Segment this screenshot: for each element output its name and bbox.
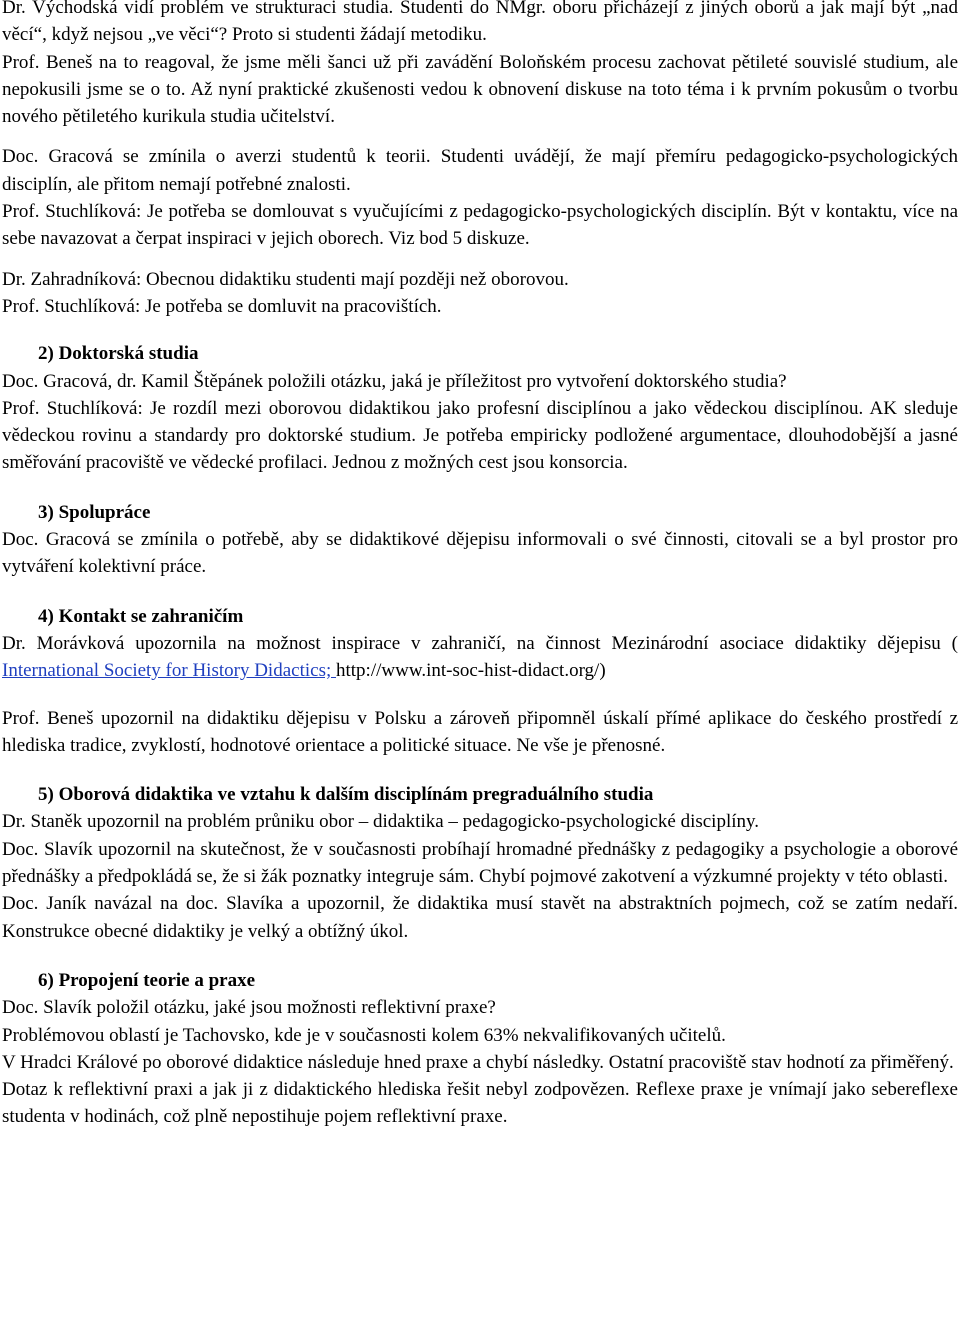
paragraph-vychodska: Dr. Východská vidí problém ve strukturaci studia. Studenti do NMgr. oboru přicházejí z jiných oborů a jak mají být „nad věcí“, když nejsou „ve věci“? Proto si studenti žádají metodiku. <box>2 0 958 46</box>
spacer <box>2 320 958 340</box>
paragraph-tachovsko: Problémovou oblastí je Tachovsko, kde je v současnosti kolem 63% nekvalifikovaných učitelů. <box>2 1024 726 1046</box>
paragraph-zahradnikova: Dr. Zahradníková: Obecnou didaktiku studenti mají později než oborovou. <box>2 268 569 290</box>
section-heading-kontakt-zahranici: 4) Kontakt se zahraničím <box>38 605 244 627</box>
section-heading-propojeni-teorie-praxe: 6) Propojení teorie a praxe <box>38 969 256 991</box>
paragraph-janik: Doc. Janík navázal na doc. Slavíka a upozornil, že didaktika musí stavět na abstraktních pojmech, což se zatím nedaří. Konstrukce obecné didaktiky je velký a obtížný úkol. <box>2 893 958 942</box>
paragraph-benes-polsko: Prof. Beneš upozornil na didaktiku dějepisu v Polsku a zároveň připomněl úskalí přímé aplikace do českého prostředí z hlediska tradice, zvyklostí, hodnotové orientace a politické situace. Ne vše je přenosné. <box>2 707 958 756</box>
paragraph-hradec-kralove: V Hradci Králové po oborové didaktice následuje hned praxe a chybí následky. Ostatní pracoviště stav hodnotí za přiměřený. <box>2 1051 954 1073</box>
spacer <box>2 130 958 143</box>
paragraph-gracova-teorie: Doc. Gracová se zmínila o averzi studentů k teorii. Studenti uvádějí, že mají přemíru pedagogicko-psychologických disciplín, ale přitom nemají potřebné znalosti. <box>2 146 958 195</box>
spacer <box>2 685 958 705</box>
section-heading-oborova-didaktika: 5) Oborová didaktika ve vztahu k dalším disciplínám pregraduálního studia <box>38 784 654 806</box>
section-heading-doktorska-studia: 2) Doktorská studia <box>38 343 199 365</box>
spacer <box>2 477 958 499</box>
spacer <box>2 253 958 266</box>
paragraph-slavik-prednasky: Doc. Slavík upozornil na skutečnost, že v současnosti probíhají hromadné přednášky z pedagogiky a psychologie a oborové přednášky a předpokládá se, že si žák poznatky integruje sám. Chybí pojmové zakotvení a výzkumné projekty v této oblasti. <box>2 838 958 888</box>
paragraph-stuchlikova-domlouvat: Prof. Stuchlíková: Je potřeba se domlouvat s vyučujícími z pedagogicko-psychologických disciplín. Být v kontaktu, více na sebe navazovat a čerpat inspiraci v jejich oborech. Viz bod 5 diskuze. <box>2 201 958 250</box>
moravkova-text: Dr. Morávková upozornila na možnost inspirace v zahraničí, na činnost Mezinárodní asociace didaktiky dějepisu ( <box>2 632 958 654</box>
spacer <box>2 581 958 603</box>
paragraph-reflektivni-praxe: Dotaz k reflektivní praxi a jak ji z didaktického hlediska řešit nebyl zodpovězen. Reflexe praxe je vnímají jako sebereflexe studenta v hodinách, což plně nepostihuje pojem reflektivní praxe. <box>2 1079 958 1128</box>
paragraph-stanek: Dr. Staněk upozornil na problém průniku obor – didaktika – pedagogicko-psychologické disciplíny. <box>2 811 760 833</box>
document-page <box>2 0 958 1131</box>
spacer <box>2 759 958 781</box>
paragraph-gracova-stepanek: Doc. Gracová, dr. Kamil Štěpánek položili otázku, jaká je příležitost pro vytvoření doktorského studia? <box>2 370 787 392</box>
isdh-url-text: http://www.int-soc-hist-didact.org/) <box>336 660 606 682</box>
paragraph-stuchlikova-pracoviste: Prof. Stuchlíková: Je potřeba se domluvit na pracovištích. <box>2 295 442 317</box>
paragraph-gracova-spoluprace: Doc. Gracová se zmínila o potřebě, aby se didaktikové dějepisu informovali o své činnosti, citovali se a byl prostor pro vytváření kolektivní práce. <box>2 529 958 578</box>
spacer <box>2 945 958 967</box>
paragraph-benes-bologna: Prof. Beneš na to reagoval, že jsme měli šanci už při zavádění Boloňském procesu zachovat pětileté souvislé studium, ale nepokusili jsme se o to. Až nyní praktické zkušenosti vedou k obnovení diskuse na toto téma i k prvním pokusům o tvorbu nového pětiletého kurikula studia učitelství. <box>2 51 958 128</box>
paragraph-stuchlikova-doktorske: Prof. Stuchlíková: Je rozdíl mezi oborovou didaktikou jako profesní disciplínou a jako vědeckou disciplínou. AK sleduje vědeckou rovinu a standardy pro doktorské studium. Je potřeba empiricky podložené argumentace, dlouhodobější a jasné směřování pracoviště ve vědecké profilaci. Jednou z možných cest jsou konsorcia. <box>2 397 958 474</box>
isdh-link[interactable]: International Society for History Didactics; <box>2 660 336 682</box>
paragraph-moravkova <box>2 630 958 685</box>
paragraph-slavik-otazka: Doc. Slavík položil otázku, jaké jsou možnosti reflektivní praxe? <box>2 997 496 1019</box>
section-heading-spoluprace: 3) Spolupráce <box>38 501 151 523</box>
